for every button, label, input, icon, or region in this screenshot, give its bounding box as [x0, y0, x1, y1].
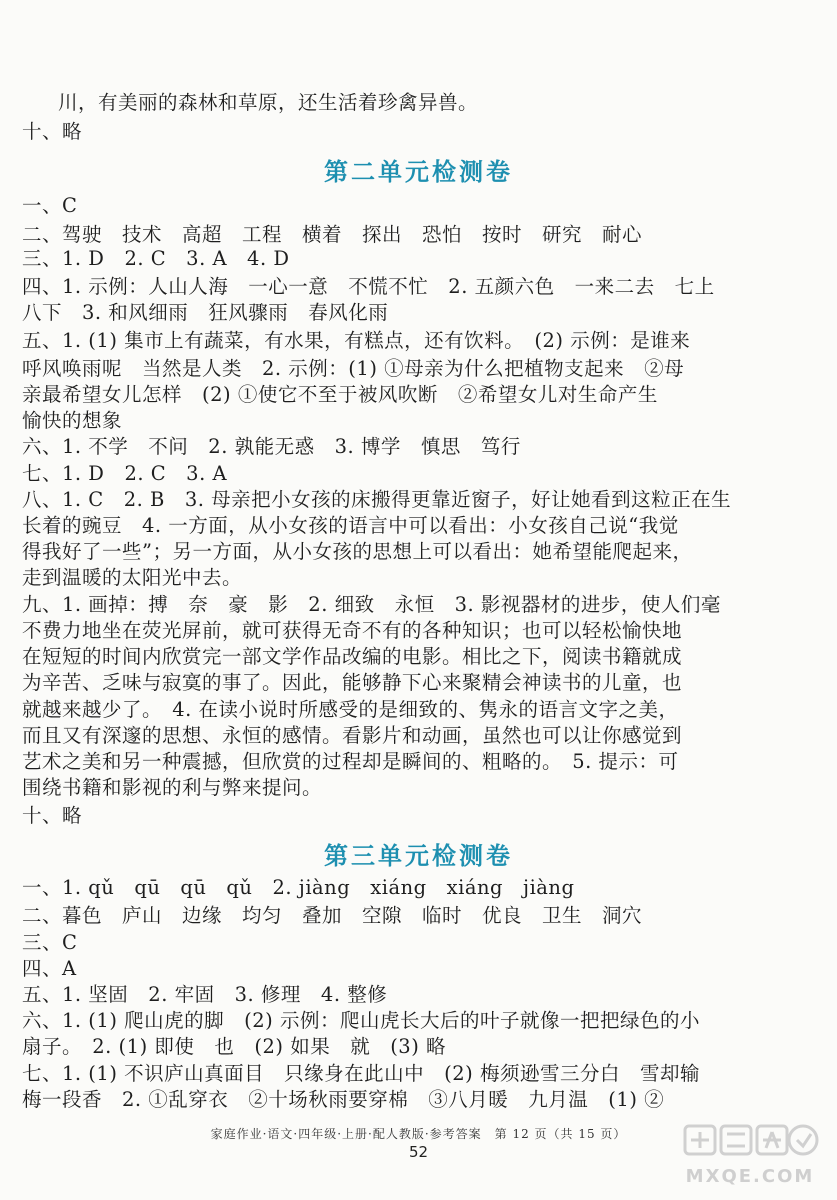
text-line: 为辛苦、乏味与寂寞的事了。因此，能够静下心来聚精会神读书的儿童，也	[22, 671, 683, 694]
text-line: 六、1. 不学 不问 2. 孰能无惑 3. 博学 慎思 笃行	[22, 435, 521, 458]
text-line: 梅一段香 2. ①乱穿衣 ②十场秋雨要穿棉 ③八月暖 九月温 (1) ②	[22, 1088, 665, 1111]
text-line: 一、1. qǔ qū qū qǔ 2. jiàng xiáng xiáng jiàng	[22, 876, 575, 899]
text-line: 二、驾驶 技术 高超 工程 横着 探出 恐怕 按时 研究 耐心	[22, 223, 643, 246]
text-line: 四、A	[22, 957, 77, 980]
text-line: 五、1. 坚固 2. 牢固 3. 修理 4. 整修	[22, 983, 388, 1006]
text-line: 愉快的想象	[22, 409, 123, 432]
unit3-title: 第三单元检测卷	[324, 842, 513, 870]
text-line: 十、略	[22, 120, 83, 143]
text-line: 三、C	[22, 931, 78, 954]
text-line: 亲最希望女儿怎样 (2) ①使它不至于被风吹断 ②希望女儿对生命产生	[22, 383, 658, 406]
watermark-logo-icon	[675, 1120, 825, 1192]
page-number: 52	[408, 1143, 429, 1161]
text-line: 七、1. (1) 不识庐山真面目 只缘身在此山中 (2) 梅须逊雪三分白 雪却输	[22, 1062, 700, 1085]
text-line: 八、1. C 2. B 3. 母亲把小女孩的床搬得更靠近窗子，好让她看到这粒正在生	[22, 488, 732, 511]
text-line: 就越来越少了。 4. 在读小说时所感受的是细致的、隽永的语言文字之美，	[22, 698, 679, 721]
text-line: 一、C	[22, 194, 78, 217]
text-line: 十、略	[22, 804, 83, 827]
text-line: 而且又有深邃的思想、永恒的感情。看影片和动画，虽然也可以让你感觉到	[22, 724, 683, 747]
text-line: 长着的豌豆 4. 一方面，从小女孩的语言中可以看出：小女孩自己说“我觉	[22, 514, 679, 537]
text-line: 在短短的时间内欣赏完一部文学作品改编的电影。相比之下，阅读书籍就成	[22, 645, 683, 668]
text-line: 走到温暖的太阳光中去。	[22, 566, 243, 589]
text-line: 五、1. (1) 集市上有蔬菜，有水果，有糕点，还有饮料。 (2) 示例：是谁来	[22, 329, 691, 352]
text-line: 不费力地坐在荧光屏前，就可获得无奇不有的各种知识；也可以轻松愉快地	[22, 619, 683, 642]
text-line: 得我好了一些”；另一方面，从小女孩的思想上可以看出：她希望能爬起来，	[22, 540, 693, 563]
text-line: 川，有美丽的森林和草原，还生活着珍禽异兽。	[58, 91, 479, 114]
text-line: 二、暮色 庐山 边缘 均匀 叠加 空隙 临时 优良 卫生 洞穴	[22, 904, 643, 927]
text-line: 九、1. 画掉：搏 奈 豪 影 2. 细致 永恒 3. 影视器材的进步，使人们毫	[22, 593, 721, 616]
text-line: 呼风唤雨呢 当然是人类 2. 示例：(1) ①母亲为什么把植物支起来 ②母	[22, 357, 685, 380]
text-line: 七、1. D 2. C 3. A	[22, 462, 228, 485]
text-line: 六、1. (1) 爬山虎的脚 (2) 示例：爬山虎长大后的叶子就像一把把绿色的小	[22, 1009, 700, 1032]
text-line: 四、1. 示例：人山人海 一心一意 不慌不忙 2. 五颜六色 一来二去 七上	[22, 275, 715, 298]
text-line: 八下 3. 和风细雨 狂风骤雨 春风化雨	[22, 301, 389, 324]
watermark-text: MXQE.COM	[685, 1166, 815, 1187]
text-line: 艺术之美和另一种震撼，但欣赏的过程却是瞬间的、粗略的。 5. 提示：可	[22, 750, 679, 773]
text-line: 三、1. D 2. C 3. A 4. D	[22, 247, 290, 270]
text-line: 扇子。 2. (1) 即使 也 (2) 如果 就 (3) 略	[22, 1035, 447, 1058]
text-line: 围绕书籍和影视的利与弊来提问。	[22, 776, 323, 799]
unit2-title: 第二单元检测卷	[324, 158, 513, 186]
page-footer: 家庭作业·语文·四年级·上册·配人教版·参考答案 第 12 页（共 15 页）	[210, 1127, 627, 1141]
